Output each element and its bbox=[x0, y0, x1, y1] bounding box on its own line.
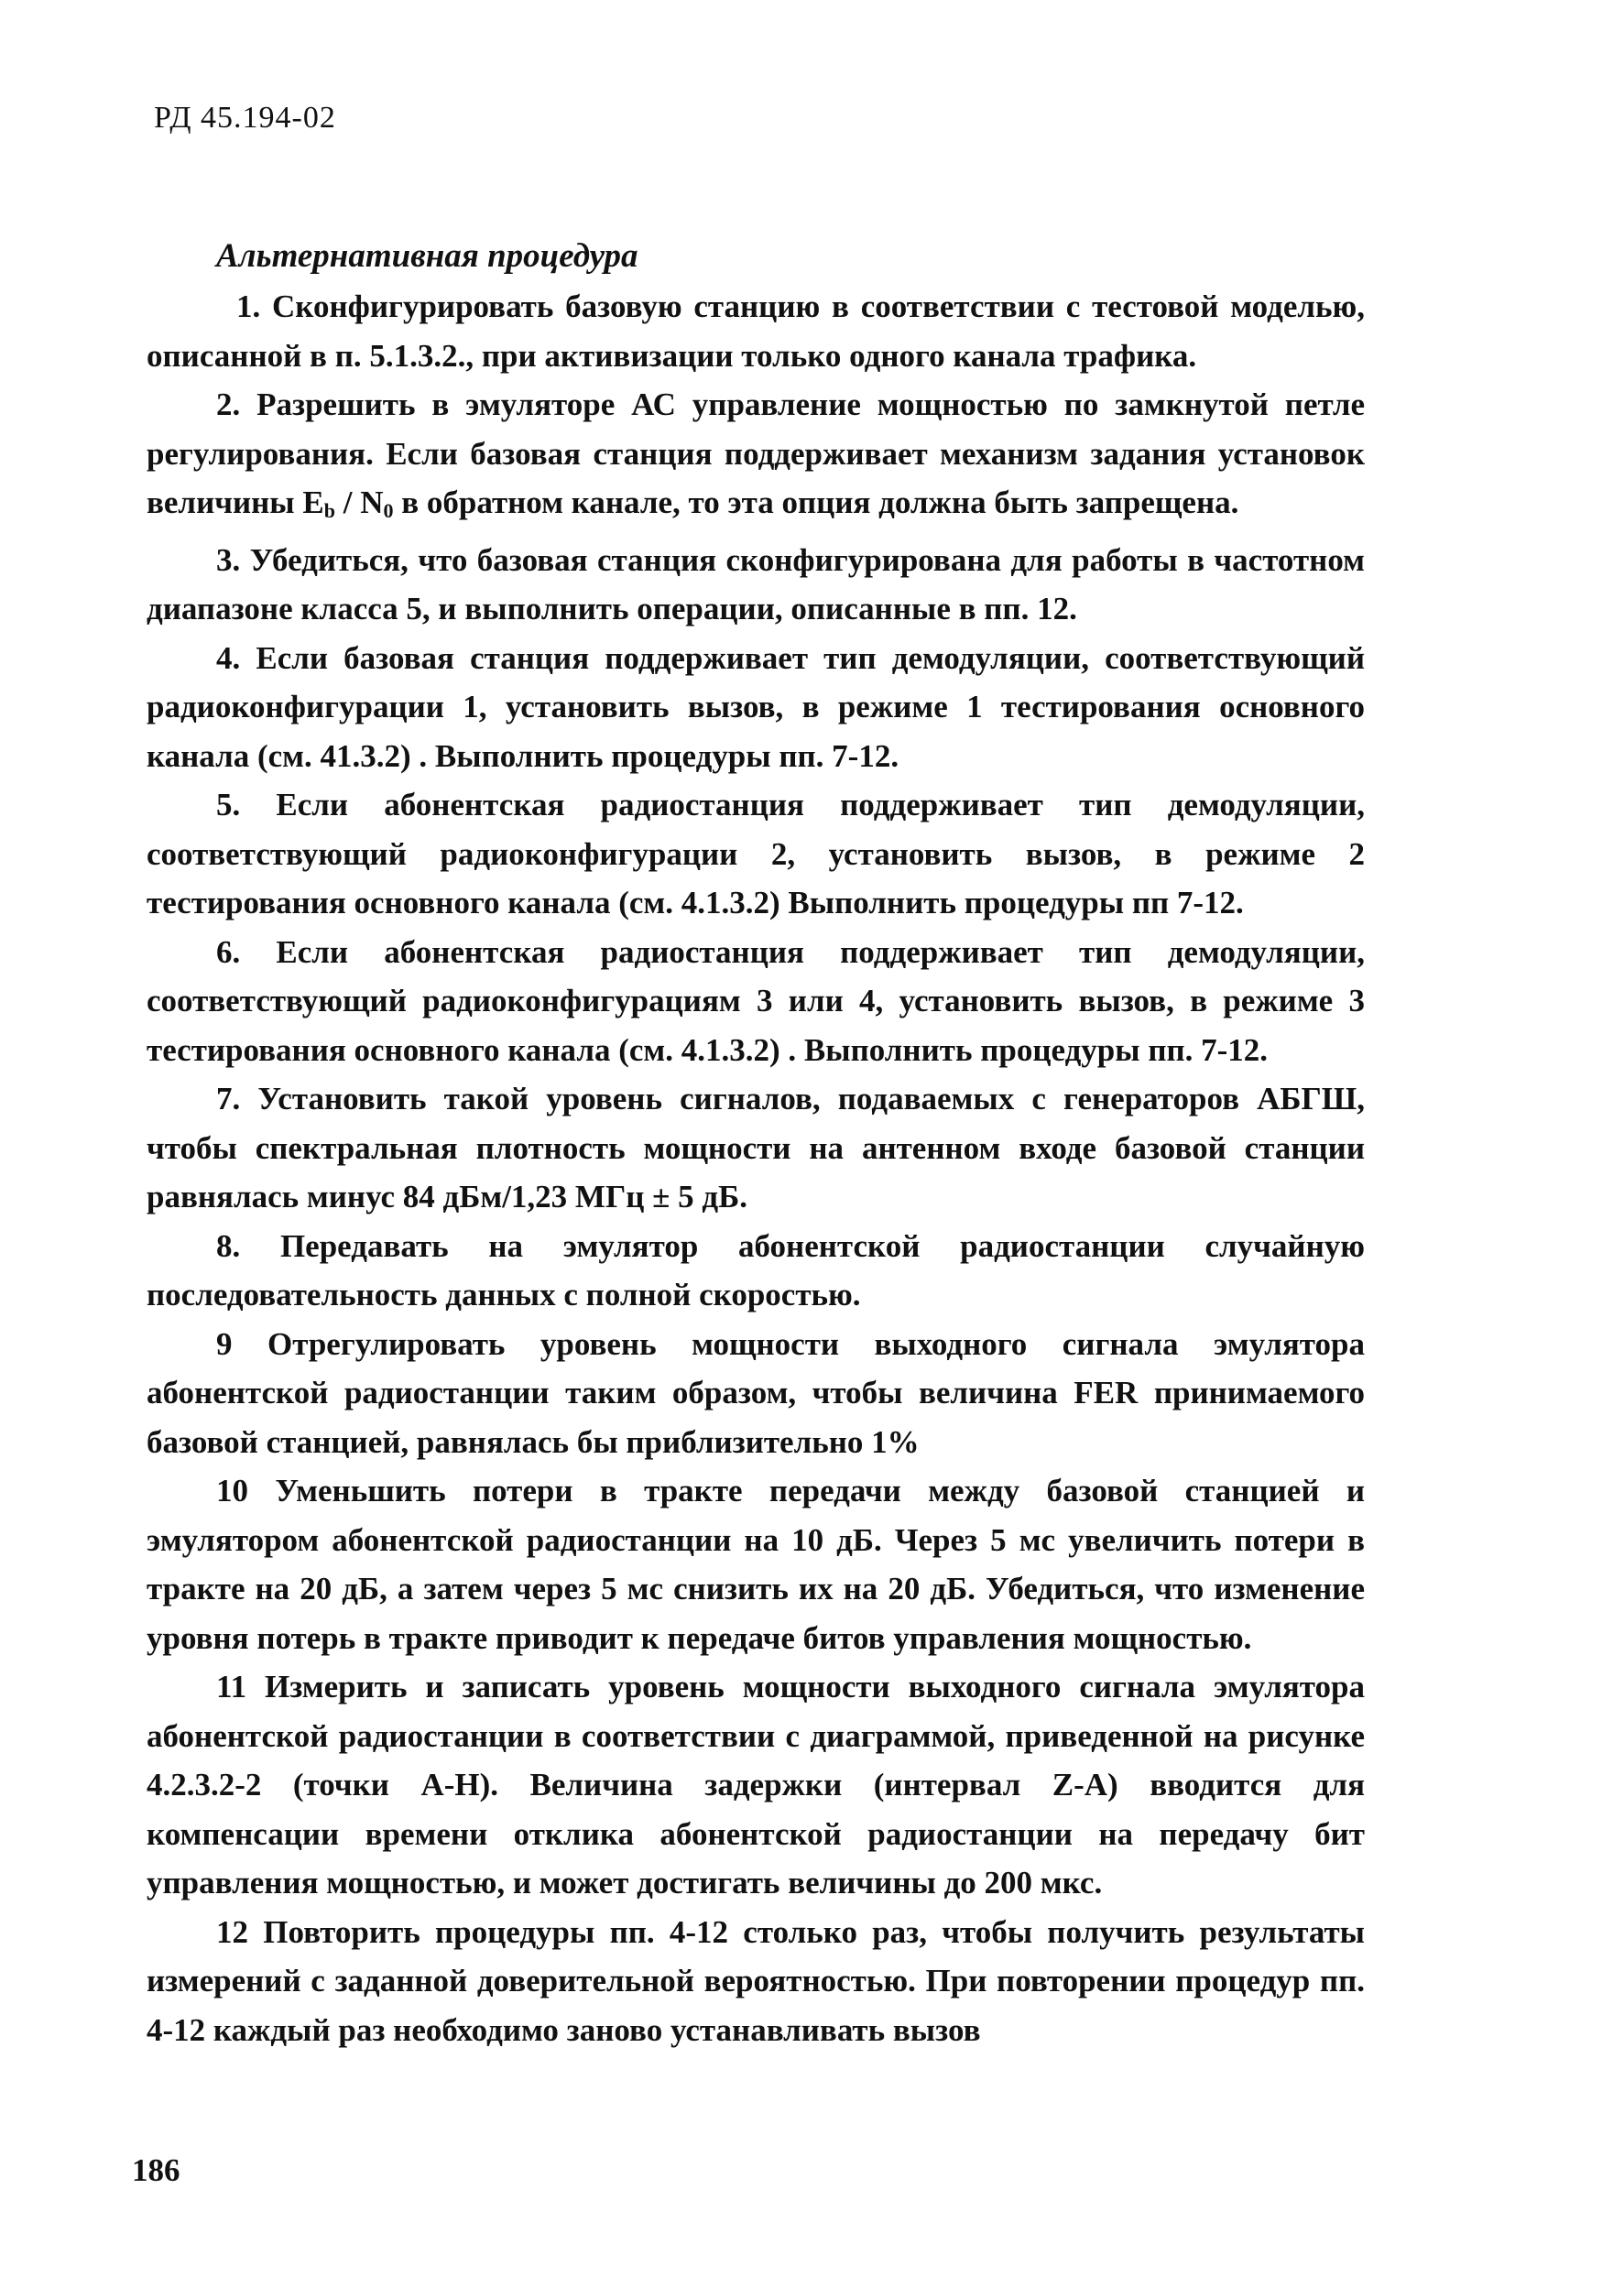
subscript-b: b bbox=[323, 499, 335, 522]
document-code: РД 45.194-02 bbox=[154, 101, 336, 135]
paragraph-4: 4. Если базовая станция поддерживает тип демодуляции, соответствующий радиоконфигурации 1, установить вызов, в режиме 1 тестирования основного канала (см. 41.3.2) . Выполнить процедуры пп. 7-12. bbox=[147, 639, 1365, 774]
subscript-0: 0 bbox=[383, 499, 394, 522]
paragraph-7: 7. Установить такой уровень сигналов, подаваемых с генераторов АБГШ, чтобы спектральная плотность мощности на антенном входе базовой станции равнялась минус 84 дБм/1,23 МГц ± 5 дБ. bbox=[147, 1081, 1365, 1214]
paragraph-2 bbox=[147, 380, 1365, 536]
paragraph-2-text-before: 2. Разрешить в эмуляторе АС управление мощностью по замкнутой петле регулирования. Если базовая станция поддерживает механизм задания установок величины E bbox=[147, 387, 1365, 520]
paragraph-3: 3. Убедиться, что базовая станция сконфигурирована для работы в частотном диапазоне класса 5, и выполнить операции, описанные в пп. 12. bbox=[147, 541, 1365, 626]
paragraph-5: 5. Если абонентская радиостанция поддерживает тип демодуляции, соответствующий радиоконфигурации 2, установить вызов, в режиме 2 тестирования основного канала (см. 4.1.3.2) Выполнить процедуры пп 7-12. bbox=[147, 787, 1365, 920]
paragraph-2-text-after: в обратном канале, то эта опция должна быть запрещена. bbox=[393, 485, 1239, 520]
section-title: Альтернативная процедура bbox=[216, 237, 638, 275]
paragraph-11: 11 Измерить и записать уровень мощности выходного сигнала эмулятора абонентской радиостанции в соответствии с диаграммой, приведенной на рисунке 4.2.3.2-2 (точки А-Н). Величина задержки (интервал Z-А) вводится для компенсации времени отклика абонентской радиостанции на передачу бит управления мощностью, и может достигать величины до 200 мкс. bbox=[147, 1669, 1365, 1900]
document-body bbox=[147, 282, 1365, 2054]
paragraph-2-text-mid: / N bbox=[334, 485, 384, 520]
paragraph-9: 9 Отрегулировать уровень мощности выходного сигнала эмулятора абонентской радиостанции таким образом, чтобы величина FER принимаемого базовой станцией, равнялась бы приблизительно 1% bbox=[147, 1325, 1365, 1460]
paragraph-12: 12 Повторить процедуры пп. 4-12 столько раз, чтобы получить результаты измерений с заданной доверительной вероятностью. При повторении процедур пп. 4-12 каждый раз необходимо заново устанавливать вызов bbox=[147, 1913, 1365, 2048]
page-number: 186 bbox=[132, 2152, 180, 2188]
paragraph-10: 10 Уменьшить потери в тракте передачи между базовой станцией и эмулятором абонентской радиостанции на 10 дБ. Через 5 мс увеличить потери в тракте на 20 дБ, а затем через 5 мс снизить их на 20 дБ. Убедиться, что изменение уровня потерь в тракте приводит к передаче битов управления мощностью. bbox=[147, 1473, 1365, 1656]
paragraph-8: 8. Передавать на эмулятор абонентской радиостанции случайную последовательность данных с полной скоростью. bbox=[147, 1227, 1365, 1312]
paragraph-1: 1. Сконфигурировать базовую станцию в соответствии с тестовой моделью, описанной в п. 5.1.3.2., при активизации только одного канала трафика. bbox=[147, 289, 1365, 374]
paragraph-6: 6. Если абонентская радиостанция поддерживает тип демодуляции, соответствующий радиоконфигурациям 3 или 4, установить вызов, в режиме 3 тестирования основного канала (см. 4.1.3.2) . Выполнить процедуры пп. 7-12. bbox=[147, 933, 1365, 1068]
